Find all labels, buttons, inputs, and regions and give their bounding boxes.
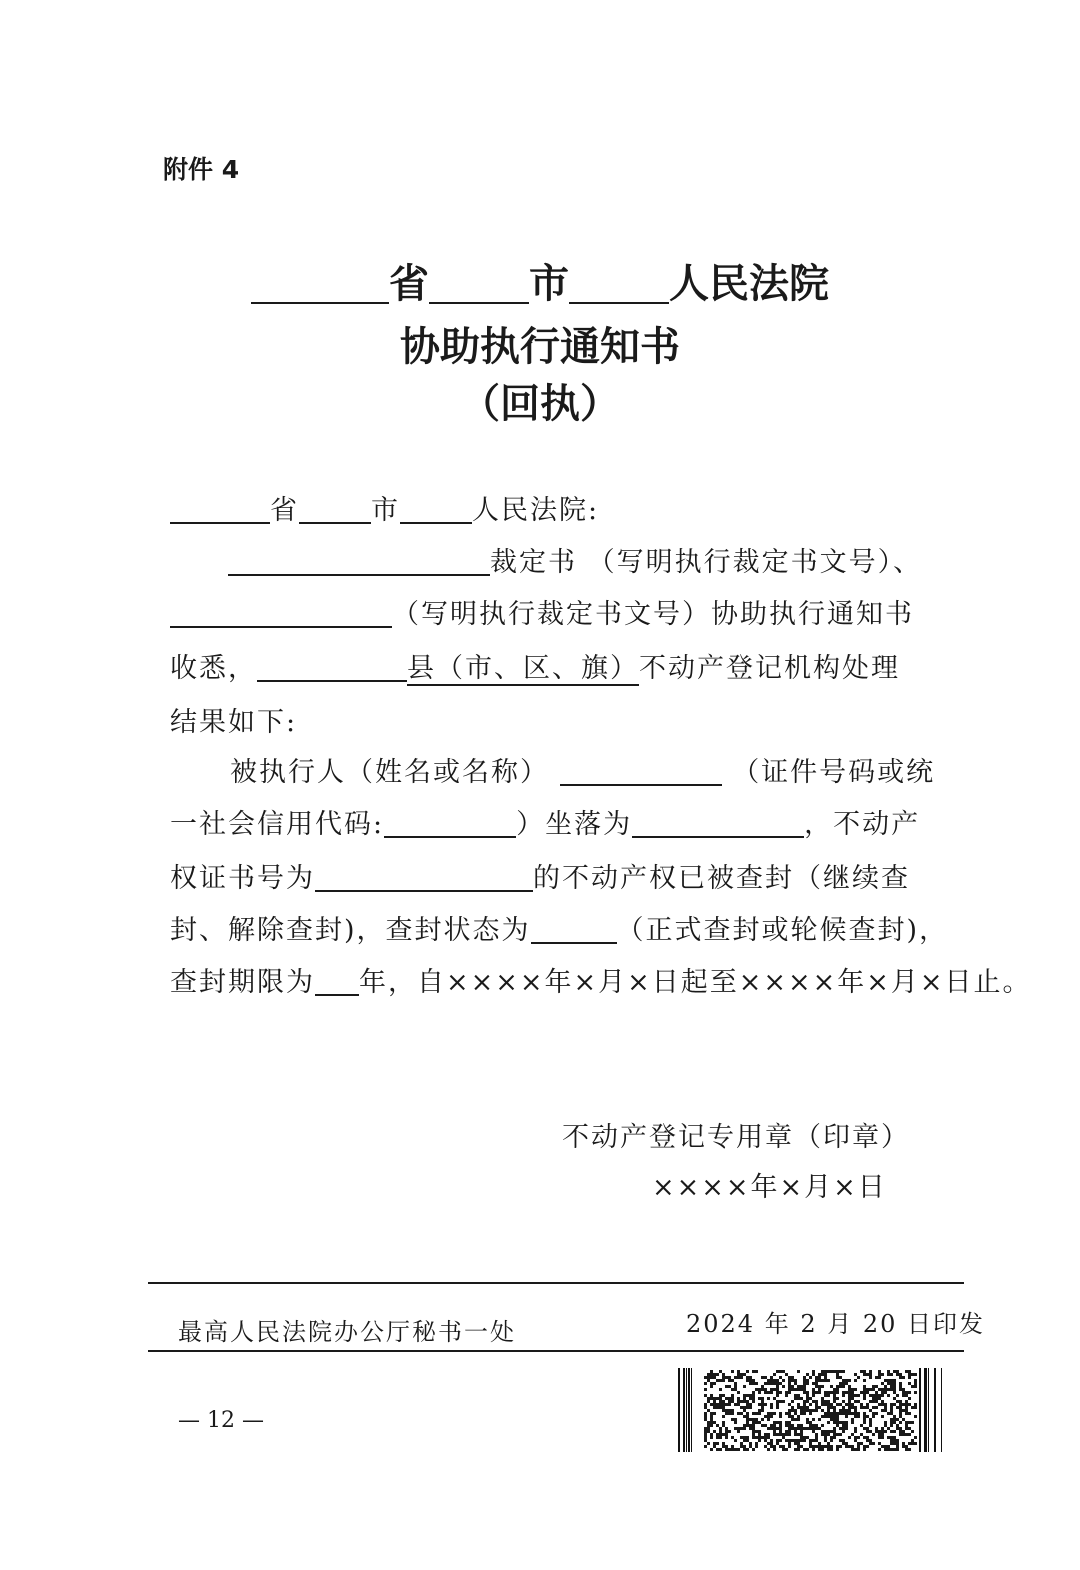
addressee-line <box>170 488 599 527</box>
agency-text: 不动产登记机构处理 <box>639 653 900 684</box>
property-label: ，不动产 <box>804 809 921 840</box>
addressee-court: 人民法院: <box>472 495 600 526</box>
title-court-blank <box>569 260 669 304</box>
paragraph2-line5 <box>170 960 1031 999</box>
page-number: — 12 — <box>178 1408 264 1433</box>
addressee-province-blank <box>170 494 270 524</box>
executee-label: 被执行人（姓名或名称） <box>230 757 549 788</box>
paragraph2-line4 <box>170 908 948 947</box>
credit-code-label: 一社会信用代码: <box>170 809 385 840</box>
title-court: 人民法院 <box>669 261 829 307</box>
attachment-label: 附件 4 <box>163 155 240 184</box>
credit-code-blank <box>384 808 516 838</box>
seizure-period-label: 查封期限为 <box>170 967 315 998</box>
addressee-court-blank <box>400 494 472 524</box>
seizure-status-label: 封、解除查封)，查封状态为 <box>170 915 531 946</box>
barcode-icon <box>678 1368 943 1452</box>
ruling-number-blank <box>228 546 490 576</box>
seizure-status-blank <box>531 914 617 944</box>
title-court-line <box>0 252 1080 309</box>
title-city: 市 <box>529 261 569 307</box>
title-notice: 协助执行通知书 <box>400 324 680 370</box>
addressee-city: 市 <box>371 495 400 526</box>
title-receipt: （回执） <box>460 381 620 427</box>
county-label: 县（市、区、旗） <box>407 653 639 684</box>
received-text: 收悉， <box>170 653 257 684</box>
certificate-label: 权证书号为 <box>170 863 315 894</box>
paragraph2-line2 <box>170 802 920 841</box>
location-label: ）坐落为 <box>516 809 633 840</box>
addressee-province: 省 <box>270 495 299 526</box>
paragraph1-line4: 结果如下: <box>170 707 298 738</box>
title-province: 省 <box>389 261 429 307</box>
seizure-years-blank <box>315 966 359 996</box>
notice-note: （写明执行裁定书文号）协助执行通知书 <box>392 599 914 630</box>
notice-number-blank <box>170 598 392 628</box>
paragraph1-line1 <box>228 540 922 579</box>
issue-date: 2024 年 2 月 20 日印发 <box>686 1310 986 1338</box>
ruling-label: 裁定书 <box>490 547 577 578</box>
addressee-city-blank <box>299 494 371 524</box>
id-number-label: （证件号码或统 <box>732 757 936 788</box>
paragraph1-line3 <box>170 646 900 685</box>
issuer: 最高人民法院办公厅秘书一处 <box>178 1318 516 1346</box>
sign-date: ××××年×月×日 <box>652 1172 887 1203</box>
executee-name-blank <box>560 756 722 786</box>
paragraph1-line2 <box>170 592 914 631</box>
ruling-note: （写明执行裁定书文号）、 <box>587 547 923 578</box>
location-blank <box>632 808 804 838</box>
seizure-text: 的不动产权已被查封（继续查 <box>533 863 910 894</box>
title-province-blank <box>251 260 389 304</box>
footer-top-rule <box>148 1282 964 1284</box>
seal-label: 不动产登记专用章（印章） <box>562 1122 910 1153</box>
paragraph2-line1 <box>230 750 935 789</box>
certificate-blank <box>315 862 533 892</box>
title-city-blank <box>429 260 529 304</box>
seizure-type-note: （正式查封或轮候查封)， <box>616 915 949 946</box>
county-blank <box>257 652 407 682</box>
paragraph2-line3 <box>170 856 910 895</box>
footer-bottom-rule <box>148 1350 964 1352</box>
seizure-period-text: 年，自××××年×月×日起至××××年×月×日止。 <box>359 967 1032 998</box>
